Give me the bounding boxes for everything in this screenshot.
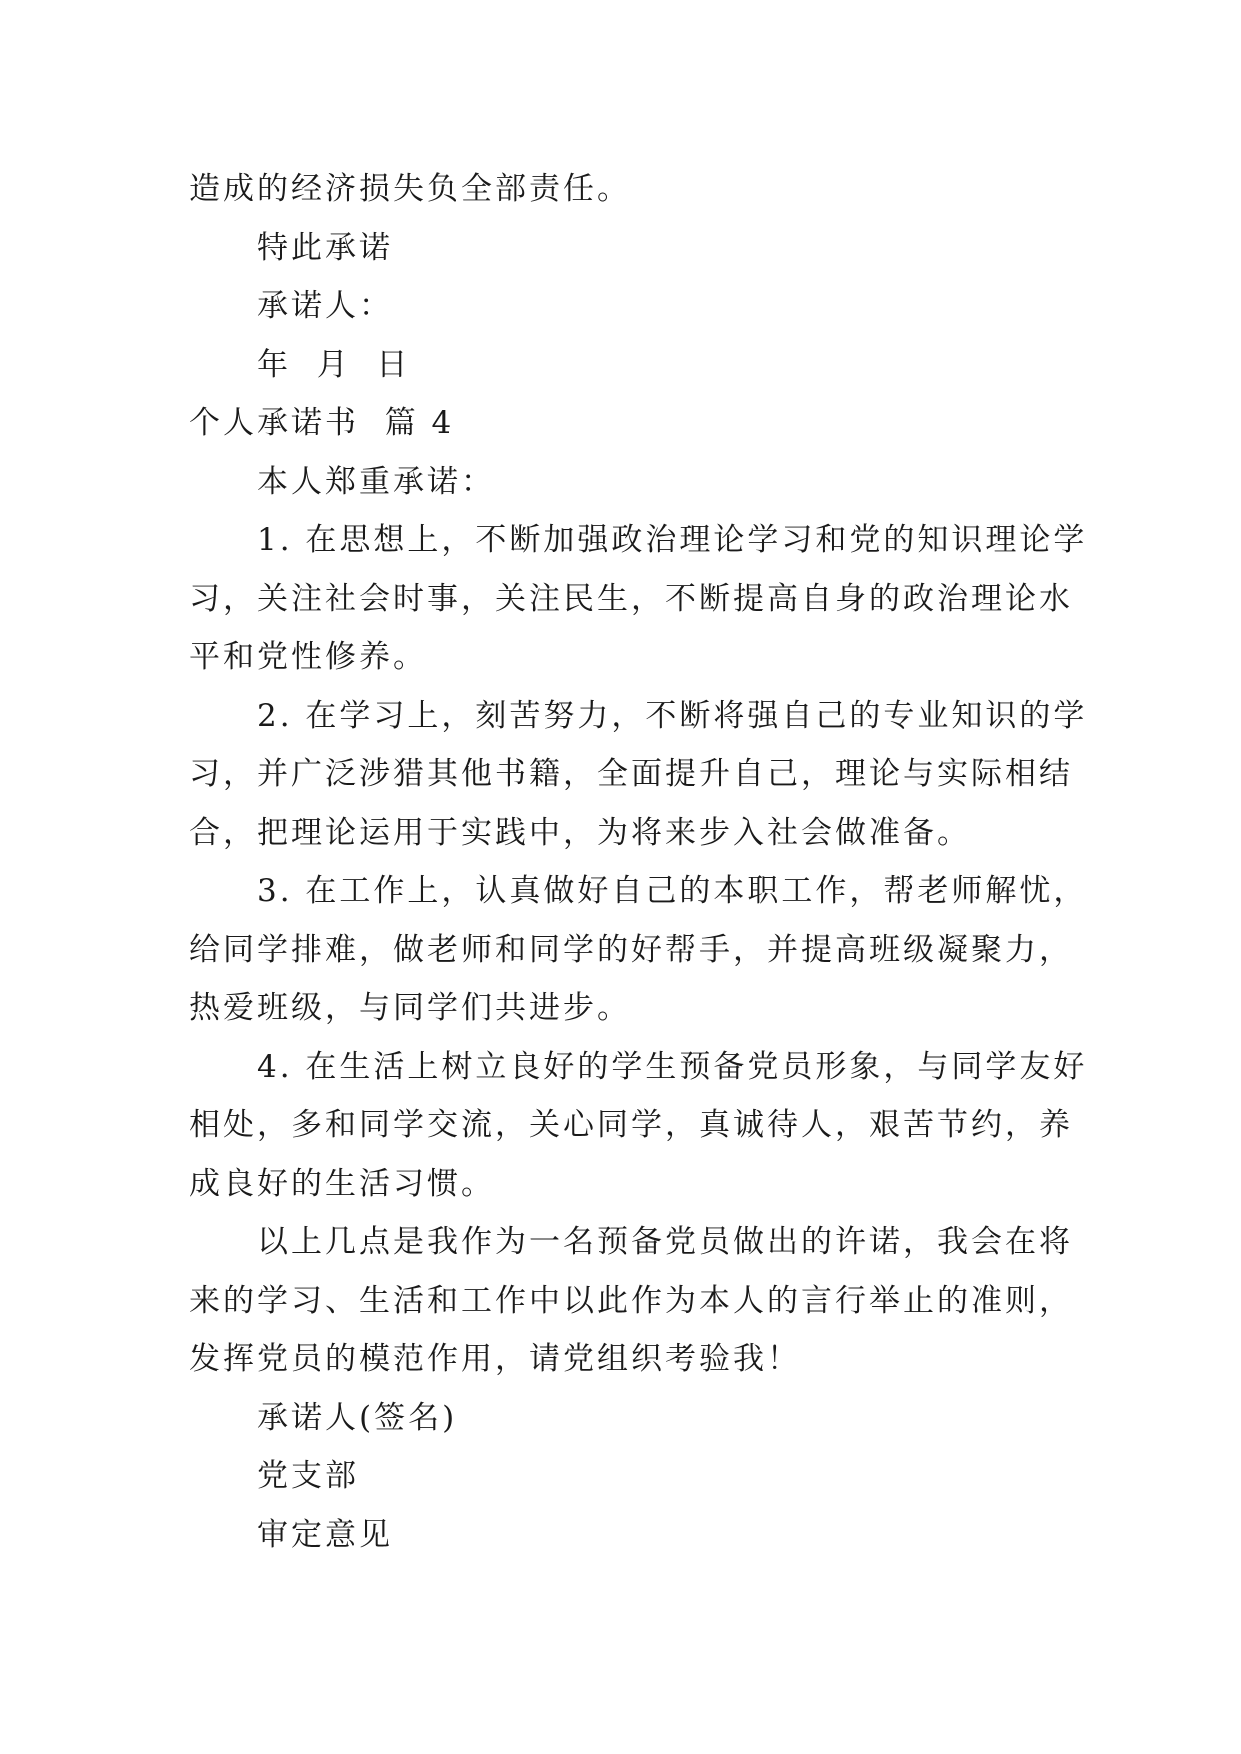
pledge-item-1: [189, 511, 1088, 687]
body-line: 发挥党员的模范作用，请党组织考验我！: [189, 1341, 801, 1377]
pledge-item-4: [189, 1038, 1088, 1214]
summary-paragraph: [189, 1213, 1073, 1389]
intro-line: 本人郑重承诺：: [257, 463, 495, 500]
body-line: 4. 在生活上树立良好的学生预备党员形象，与同学友好: [257, 1048, 1088, 1085]
body-line: 造成的经济损失负全部责任。: [189, 171, 631, 207]
body-line: 来的学习、生活和工作中以此作为本人的言行举止的准则，: [189, 1282, 1073, 1319]
signature-label: 承诺人(签名): [257, 1399, 458, 1436]
document-page: [189, 160, 1088, 1564]
date-line: 年 月 日: [257, 346, 411, 383]
body-line: 3. 在工作上，认真做好自己的本职工作，帮老师解忧，: [257, 873, 1088, 909]
body-line: 热爱班级，与同学们共进步。: [189, 990, 631, 1026]
pledge-item-3: [189, 862, 1088, 1038]
signatory-label: 承诺人：: [257, 288, 393, 324]
body-line: 2. 在学习上，刻苦努力，不断将强自己的专业知识的学: [257, 697, 1088, 734]
pledge-item-2: [189, 687, 1088, 863]
body-line: 平和党性修养。: [189, 639, 427, 675]
body-line: 1. 在思想上，不断加强政治理论学习和党的知识理论学: [257, 522, 1088, 558]
body-line: 给同学排难，做老师和同学的好帮手，并提高班级凝聚力，: [189, 931, 1073, 968]
review-opinion-label: 审定意见: [257, 1516, 393, 1553]
body-line: 以上几点是我作为一名预备党员做出的许诺，我会在将: [257, 1224, 1073, 1260]
body-line: 成良好的生活习惯。: [189, 1165, 495, 1202]
body-line: 相处，多和同学交流，关心同学，真诚待人，艰苦节约，养: [189, 1107, 1073, 1143]
body-line: 合，把理论运用于实践中，为将来步入社会做准备。: [189, 814, 971, 851]
section-heading: 个人承诺书 篇 4: [189, 405, 455, 441]
body-line: 习，关注社会时事，关注民生，不断提高自身的政治理论水: [189, 580, 1073, 617]
party-branch-label: 党支部: [257, 1458, 359, 1494]
body-line: 习，并广泛涉猎其他书籍，全面提升自己，理论与实际相结: [189, 756, 1073, 792]
closing-statement: 特此承诺: [257, 229, 393, 266]
